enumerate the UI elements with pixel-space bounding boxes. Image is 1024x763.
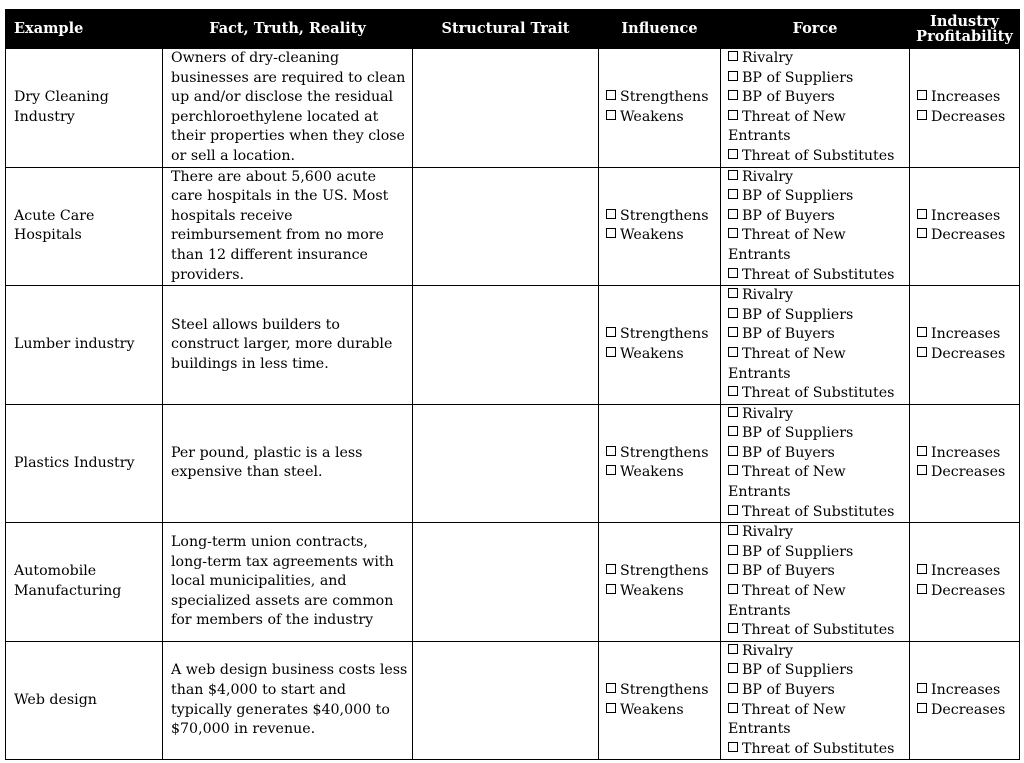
header-row — [6, 10, 1020, 49]
influence-label: Strengthens — [620, 207, 709, 224]
checkbox-icon[interactable] — [606, 209, 616, 219]
table-row — [6, 49, 1020, 168]
profitability-cell — [910, 286, 1020, 405]
force-label: BP of Suppliers — [742, 543, 854, 560]
influence-label: Strengthens — [620, 563, 709, 580]
header-industry-profitability — [910, 10, 1020, 49]
checkbox-icon[interactable] — [728, 170, 738, 180]
fact-text: typically generates $40,000 to — [171, 701, 390, 718]
profitability-label: Decreases — [931, 701, 1006, 718]
checkbox-icon[interactable] — [606, 90, 616, 100]
checkbox-icon[interactable] — [917, 703, 927, 713]
example-text: Industry — [14, 108, 75, 125]
fact-text: businesses are required to clean — [171, 69, 406, 86]
checkbox-icon[interactable] — [728, 623, 738, 633]
force-option[interactable] — [728, 582, 907, 602]
force-option[interactable] — [728, 444, 907, 464]
influence-label: Weakens — [620, 108, 684, 125]
force-option[interactable] — [728, 345, 907, 365]
checkbox-icon[interactable] — [728, 209, 738, 219]
checkbox-icon[interactable] — [728, 584, 738, 594]
force-continuation-text: Entrants — [728, 484, 791, 501]
checkbox-icon[interactable] — [917, 584, 927, 594]
profitability-label: Decreases — [931, 345, 1006, 362]
influence-cell — [599, 641, 721, 760]
fact-text: long-term tax agreements with — [171, 553, 394, 570]
force-label: Threat of New — [742, 227, 846, 244]
header-profit-line-2: Profitability — [916, 28, 1013, 45]
profitability-option[interactable] — [917, 108, 1017, 128]
force-option[interactable] — [728, 49, 907, 69]
header-example: Example — [6, 10, 163, 49]
table-row — [6, 404, 1020, 523]
checkbox-icon[interactable] — [728, 327, 738, 337]
influence-label: Weakens — [620, 701, 684, 718]
fact-cell — [163, 641, 413, 760]
fact-cell — [163, 167, 413, 286]
checkbox-icon[interactable] — [917, 228, 927, 238]
force-option[interactable] — [728, 562, 907, 582]
checkbox-icon[interactable] — [606, 683, 616, 693]
fact-text: or sell a location. — [171, 147, 295, 164]
force-option[interactable] — [728, 405, 907, 425]
checkbox-icon[interactable] — [728, 663, 738, 673]
force-option[interactable] — [728, 661, 907, 681]
force-label: BP of Suppliers — [742, 69, 854, 86]
checkbox-icon[interactable] — [728, 446, 738, 456]
fact-text: A web design business costs less — [171, 662, 408, 679]
force-label: Threat of Substitutes — [742, 503, 895, 520]
example-cell — [6, 49, 163, 168]
force-label: BP of Suppliers — [742, 425, 854, 442]
example-text: Lumber industry — [14, 336, 135, 353]
force-label: BP of Buyers — [742, 89, 835, 106]
force-cell — [721, 523, 910, 642]
profitability-option[interactable] — [917, 345, 1017, 365]
force-label: BP of Buyers — [742, 326, 835, 343]
header-profit-line-1: Industry — [930, 12, 999, 30]
checkbox-icon[interactable] — [606, 584, 616, 594]
checkbox-icon[interactable] — [728, 71, 738, 81]
force-label: Threat of Substitutes — [742, 147, 895, 164]
force-option[interactable] — [728, 147, 907, 167]
influence-label: Strengthens — [620, 444, 709, 461]
force-label: Threat of New — [742, 701, 846, 718]
force-label: Threat of New — [742, 464, 846, 481]
force-continuation-text: Entrants — [728, 602, 791, 619]
checkbox-icon[interactable] — [917, 446, 927, 456]
fact-text: their properties when they close — [171, 128, 405, 145]
checkbox-icon[interactable] — [728, 189, 738, 199]
profitability-cell — [910, 641, 1020, 760]
fact-text: $70,000 in revenue. — [171, 721, 316, 738]
force-cell — [721, 49, 910, 168]
force-continuation-text: Entrants — [728, 721, 791, 738]
profitability-label: Increases — [931, 89, 1001, 106]
fact-text: specialized assets are common — [171, 592, 394, 609]
fact-text: up and/or disclose the residual — [171, 89, 394, 106]
checkbox-icon[interactable] — [917, 110, 927, 120]
force-option[interactable] — [728, 266, 907, 286]
fact-text: Long-term union contracts, — [171, 534, 368, 551]
structural-trait-cell[interactable] — [413, 286, 599, 405]
fact-text: reimbursement from no more — [171, 227, 384, 244]
fact-text: perchloroethylene located at — [171, 108, 379, 125]
profitability-option[interactable] — [917, 562, 1017, 582]
force-label: Rivalry — [742, 287, 794, 304]
fact-text: local municipalities, and — [171, 573, 347, 590]
influence-cell — [599, 49, 721, 168]
force-cell — [721, 641, 910, 760]
force-option[interactable] — [728, 642, 907, 662]
force-option[interactable] — [728, 226, 907, 246]
example-text: Acute Care — [14, 207, 95, 224]
influence-option[interactable] — [606, 345, 718, 365]
force-label: BP of Buyers — [742, 207, 835, 224]
force-option[interactable] — [728, 69, 907, 89]
profitability-option[interactable] — [917, 681, 1017, 701]
profitability-option[interactable] — [917, 325, 1017, 345]
header-fact: Fact, Truth, Reality — [163, 10, 413, 49]
profitability-option[interactable] — [917, 88, 1017, 108]
force-option[interactable] — [728, 701, 907, 721]
force-option[interactable] — [728, 681, 907, 701]
force-option[interactable] — [728, 88, 907, 108]
force-option[interactable] — [728, 168, 907, 188]
influence-label: Strengthens — [620, 326, 709, 343]
fact-text: hospitals receive — [171, 207, 293, 224]
force-label: BP of Buyers — [742, 682, 835, 698]
profitability-option[interactable] — [917, 226, 1017, 246]
checkbox-icon[interactable] — [606, 110, 616, 120]
checkbox-icon[interactable] — [606, 327, 616, 337]
force-continuation-text: Entrants — [728, 128, 791, 145]
fact-text: care hospitals in the US. Most — [171, 188, 389, 205]
checkbox-icon[interactable] — [728, 51, 738, 61]
force-label: Threat of Substitutes — [742, 622, 895, 639]
checkbox-icon[interactable] — [728, 683, 738, 693]
checkbox-icon[interactable] — [728, 525, 738, 535]
example-text: Manufacturing — [14, 583, 122, 600]
structural-trait-cell[interactable] — [413, 523, 599, 642]
header-structural-trait: Structural Trait — [413, 10, 599, 49]
force-label: BP of Suppliers — [742, 662, 854, 679]
checkbox-icon[interactable] — [606, 703, 616, 713]
checkbox-icon[interactable] — [728, 465, 738, 475]
table-row — [6, 641, 1020, 760]
example-cell — [6, 286, 163, 405]
fact-text: Per pound, plastic is a less — [171, 444, 363, 461]
checkbox-icon[interactable] — [728, 644, 738, 654]
checkbox-icon[interactable] — [728, 407, 738, 417]
checkbox-icon[interactable] — [728, 742, 738, 752]
checkbox-icon[interactable] — [728, 268, 738, 278]
force-option[interactable] — [728, 523, 907, 543]
checkbox-icon[interactable] — [728, 90, 738, 100]
force-label: Threat of New — [742, 583, 846, 600]
checkbox-icon[interactable] — [917, 90, 927, 100]
fact-text: for members of the industry — [171, 612, 374, 629]
profitability-label: Increases — [931, 444, 1001, 461]
influence-cell — [599, 167, 721, 286]
force-option[interactable] — [728, 325, 907, 345]
checkbox-icon[interactable] — [728, 545, 738, 555]
force-option[interactable] — [728, 187, 907, 207]
profitability-label: Decreases — [931, 108, 1006, 125]
profitability-label: Increases — [931, 326, 1001, 343]
influence-option[interactable] — [606, 701, 718, 721]
force-label: BP of Buyers — [742, 444, 835, 461]
checkbox-icon[interactable] — [606, 347, 616, 357]
fact-text: expensive than steel. — [171, 464, 323, 481]
fact-text: There are about 5,600 acute — [171, 168, 377, 185]
force-label: Threat of Substitutes — [742, 740, 895, 757]
table-row — [6, 523, 1020, 642]
influence-option[interactable] — [606, 582, 718, 602]
fact-text: providers. — [171, 266, 245, 283]
checkbox-icon[interactable] — [728, 110, 738, 120]
force-label: Threat of New — [742, 108, 846, 125]
example-cell — [6, 404, 163, 523]
checkbox-icon[interactable] — [728, 288, 738, 298]
profitability-label: Increases — [931, 563, 1001, 580]
checkbox-icon[interactable] — [917, 347, 927, 357]
force-label: Threat of New — [742, 345, 846, 362]
force-label: Rivalry — [742, 168, 794, 185]
fact-text: Owners of dry-cleaning — [171, 50, 340, 66]
structural-trait-cell[interactable] — [413, 404, 599, 523]
force-option[interactable] — [728, 207, 907, 227]
checkbox-icon[interactable] — [917, 683, 927, 693]
force-continuation-text: Entrants — [728, 246, 791, 263]
force-cell — [721, 167, 910, 286]
influence-option[interactable] — [606, 463, 718, 483]
force-option[interactable] — [728, 463, 907, 483]
checkbox-icon[interactable] — [728, 426, 738, 436]
profitability-label: Decreases — [931, 464, 1006, 481]
influence-option[interactable] — [606, 325, 718, 345]
profitability-cell — [910, 523, 1020, 642]
force-continuation-text: Entrants — [728, 365, 791, 382]
profitability-option[interactable] — [917, 207, 1017, 227]
profitability-option[interactable] — [917, 701, 1017, 721]
checkbox-icon[interactable] — [917, 465, 927, 475]
checkbox-icon[interactable] — [917, 209, 927, 219]
checkbox-icon[interactable] — [606, 446, 616, 456]
checkbox-icon[interactable] — [606, 228, 616, 238]
profitability-cell — [910, 49, 1020, 168]
force-label: Rivalry — [742, 50, 794, 66]
fact-text: than $4,000 to start and — [171, 682, 346, 698]
structural-trait-cell[interactable] — [413, 641, 599, 760]
force-label: BP of Buyers — [742, 563, 835, 580]
example-cell — [6, 641, 163, 760]
fact-text: Steel allows builders to — [171, 316, 340, 333]
checkbox-icon[interactable] — [728, 347, 738, 357]
checkbox-icon[interactable] — [728, 505, 738, 515]
fact-cell — [163, 49, 413, 168]
checkbox-icon[interactable] — [917, 327, 927, 337]
influence-label: Strengthens — [620, 89, 709, 106]
influence-label: Strengthens — [620, 682, 709, 698]
example-text: Hospitals — [14, 227, 82, 244]
influence-cell — [599, 523, 721, 642]
profitability-label: Decreases — [931, 583, 1006, 600]
force-option[interactable] — [728, 384, 907, 404]
example-text: Automobile — [14, 563, 97, 580]
checkbox-icon[interactable] — [606, 465, 616, 475]
influence-option[interactable] — [606, 681, 718, 701]
fact-text: than 12 different insurance — [171, 246, 368, 263]
fact-cell — [163, 523, 413, 642]
force-cell — [721, 286, 910, 405]
influence-option[interactable] — [606, 226, 718, 246]
example-text: Web design — [14, 691, 97, 708]
influence-option[interactable] — [606, 88, 718, 108]
table-row — [6, 167, 1020, 286]
force-label: BP of Suppliers — [742, 188, 854, 205]
influence-label: Weakens — [620, 583, 684, 600]
example-cell — [6, 523, 163, 642]
force-label: Rivalry — [742, 524, 794, 541]
influence-option[interactable] — [606, 207, 718, 227]
profitability-cell — [910, 167, 1020, 286]
influence-label: Weakens — [620, 464, 684, 481]
fact-text: construct larger, more durable — [171, 336, 393, 353]
fact-text: buildings in less time. — [171, 355, 329, 372]
checkbox-icon[interactable] — [728, 308, 738, 318]
header-force: Force — [721, 10, 910, 49]
influence-label: Weakens — [620, 345, 684, 362]
force-option[interactable] — [728, 543, 907, 563]
force-label: Threat of Substitutes — [742, 385, 895, 402]
checkbox-icon[interactable] — [728, 228, 738, 238]
example-text: Dry Cleaning — [14, 89, 109, 106]
structural-trait-cell[interactable] — [413, 49, 599, 168]
force-option[interactable] — [728, 424, 907, 444]
force-label: Rivalry — [742, 405, 794, 422]
fact-cell — [163, 404, 413, 523]
table-row — [6, 286, 1020, 405]
checkbox-icon[interactable] — [728, 149, 738, 159]
example-cell — [6, 167, 163, 286]
profitability-option[interactable] — [917, 582, 1017, 602]
profitability-label: Increases — [931, 682, 1001, 698]
profitability-option[interactable] — [917, 463, 1017, 483]
structural-trait-cell[interactable] — [413, 167, 599, 286]
force-option[interactable] — [728, 621, 907, 641]
force-label: BP of Suppliers — [742, 306, 854, 323]
profitability-label: Increases — [931, 207, 1001, 224]
influence-option[interactable] — [606, 562, 718, 582]
influence-label: Weakens — [620, 227, 684, 244]
porter-forces-worksheet-table — [5, 9, 1020, 760]
example-text: Plastics Industry — [14, 454, 135, 471]
influence-option[interactable] — [606, 108, 718, 128]
checkbox-icon[interactable] — [728, 564, 738, 574]
force-option[interactable] — [728, 108, 907, 128]
header-influence: Influence — [599, 10, 721, 49]
checkbox-icon[interactable] — [917, 564, 927, 574]
force-option[interactable] — [728, 286, 907, 306]
influence-option[interactable] — [606, 444, 718, 464]
checkbox-icon[interactable] — [728, 703, 738, 713]
force-option[interactable] — [728, 740, 907, 760]
fact-cell — [163, 286, 413, 405]
checkbox-icon[interactable] — [606, 564, 616, 574]
force-label: Threat of Substitutes — [742, 266, 895, 283]
profitability-label: Decreases — [931, 227, 1006, 244]
profitability-cell — [910, 404, 1020, 523]
force-label: Rivalry — [742, 642, 794, 659]
force-option[interactable] — [728, 503, 907, 523]
checkbox-icon[interactable] — [728, 386, 738, 396]
force-option[interactable] — [728, 306, 907, 326]
force-cell — [721, 404, 910, 523]
influence-cell — [599, 404, 721, 523]
influence-cell — [599, 286, 721, 405]
profitability-option[interactable] — [917, 444, 1017, 464]
